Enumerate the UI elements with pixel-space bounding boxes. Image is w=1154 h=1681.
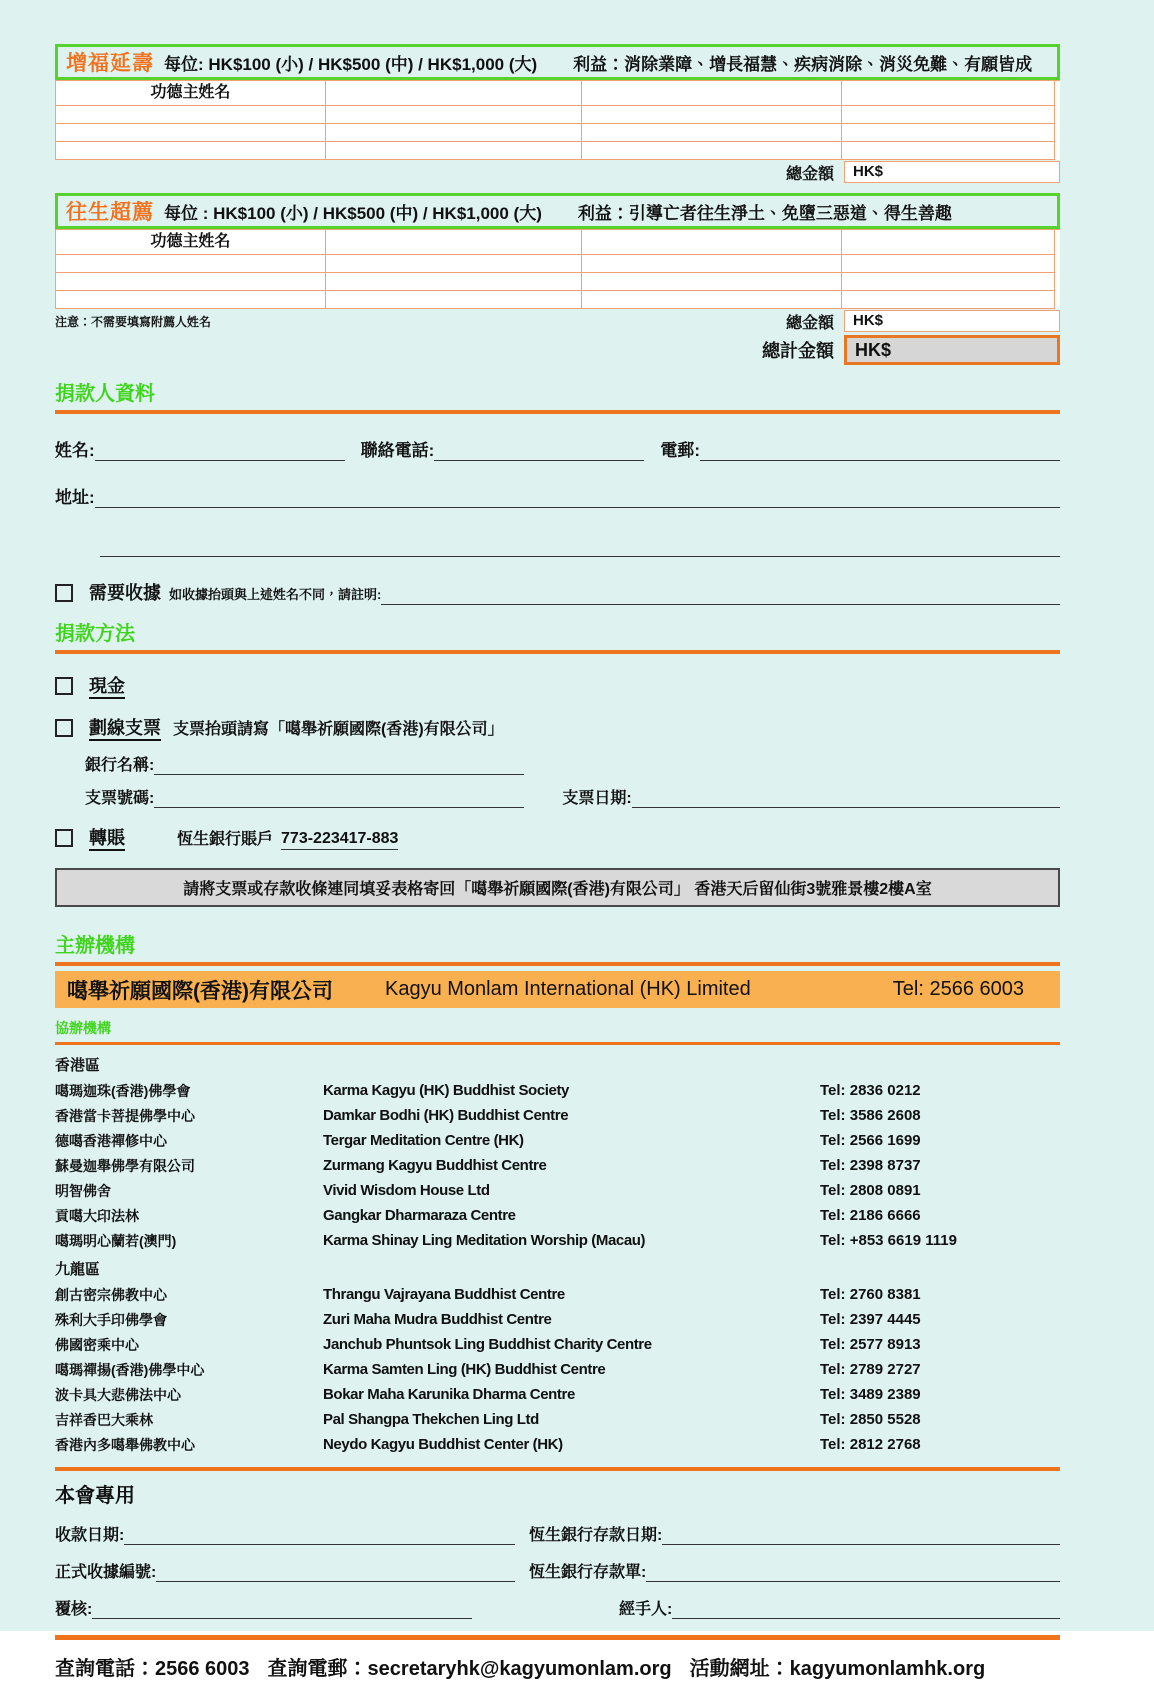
address-row-2 xyxy=(55,538,1060,557)
org-name-cn: 蘇曼迦舉佛學有限公司 xyxy=(55,1157,195,1174)
org-name-en: Damkar Bodhi (HK) Buddhist Centre xyxy=(323,1107,569,1124)
cheque-checkbox[interactable] xyxy=(55,719,73,737)
cheque-number-input[interactable] xyxy=(154,789,524,808)
donor-name-cell[interactable] xyxy=(842,230,1055,255)
donor-name-cell[interactable] xyxy=(842,124,1055,142)
office-use-heading: 本會專用 xyxy=(55,1485,135,1507)
divider xyxy=(55,1467,1060,1471)
donor-name-cell[interactable] xyxy=(582,255,842,273)
org-tel: Tel: 2566 1699 xyxy=(820,1132,921,1149)
org-tel: Tel: 2577 8913 xyxy=(820,1336,921,1353)
org-name-cn: 噶瑪明心蘭若(澳門) xyxy=(55,1232,177,1249)
office-left xyxy=(55,1596,515,1619)
deposit-slip-label: 恆生銀行存款單: xyxy=(529,1564,647,1581)
cheque-number-row xyxy=(85,785,1060,808)
transfer-row xyxy=(55,824,1060,850)
cash-label: 現金 xyxy=(89,676,125,696)
donor-name-column-header: 功德主姓名 xyxy=(56,81,326,106)
receive-date-input[interactable] xyxy=(124,1526,515,1545)
form-content xyxy=(55,0,1060,1681)
co-organizer-row xyxy=(55,1357,1060,1382)
donor-name-cell[interactable] xyxy=(842,273,1055,291)
deceased-benefit: 利益：引導亡者往生淨土、免墮三惡道、得生善趣 xyxy=(577,203,952,223)
deposit-date-input[interactable] xyxy=(662,1526,1060,1545)
donor-name-cell[interactable] xyxy=(56,255,326,273)
donor-name-cell[interactable] xyxy=(326,255,582,273)
org-name-cn: 殊利大手印佛學會 xyxy=(55,1311,167,1328)
co-organizer-row xyxy=(55,1078,1060,1103)
co-organizer-row xyxy=(55,1332,1060,1357)
divider xyxy=(55,1042,1060,1045)
org-name-en: Tergar Meditation Centre (HK) xyxy=(323,1132,524,1149)
bank-name-input[interactable] xyxy=(154,756,524,775)
receive-date-label: 收款日期: xyxy=(55,1527,125,1544)
donor-name-cell[interactable] xyxy=(326,291,582,309)
org-tel: Tel: 2789 2727 xyxy=(820,1361,921,1378)
organizer-heading: 主辦機構 xyxy=(55,935,135,957)
donor-name-cell[interactable] xyxy=(842,106,1055,124)
receipt-label: 需要收據 xyxy=(89,583,161,603)
org-name-cn: 創古密宗佛教中心 xyxy=(55,1286,167,1303)
org-name-en: Neydo Kagyu Buddhist Center (HK) xyxy=(323,1436,563,1453)
co-organizer-row xyxy=(55,1128,1060,1153)
cheque-number-label: 支票號碼: xyxy=(85,790,155,807)
receipt-note: 如收據抬頭與上述姓名不同，請註明: xyxy=(169,587,382,602)
org-tel: Tel: +853 6619 1119 xyxy=(820,1232,957,1249)
donor-name-cell[interactable] xyxy=(582,291,842,309)
bank-name-label: 銀行名稱: xyxy=(85,757,155,774)
blessing-total-amount-field[interactable]: HK$ xyxy=(844,161,1060,183)
payment-method-heading: 捐款方法 xyxy=(55,623,135,645)
office-right xyxy=(529,1596,1060,1619)
co-organizer-row xyxy=(55,1203,1060,1228)
org-name-en: Karma Samten Ling (HK) Buddhist Centre xyxy=(323,1361,606,1378)
review-input[interactable] xyxy=(92,1600,472,1619)
org-name-en: Karma Kagyu (HK) Buddhist Society xyxy=(323,1082,570,1099)
transfer-account-number: 773-223417-883 xyxy=(281,830,398,850)
office-right xyxy=(529,1522,1060,1545)
handler-label: 經手人: xyxy=(619,1601,673,1618)
name-input[interactable] xyxy=(95,442,345,461)
name-label: 姓名: xyxy=(55,441,95,460)
office-left xyxy=(55,1522,515,1545)
org-name-en: Janchub Phuntsok Ling Buddhist Charity Centre xyxy=(323,1336,652,1353)
office-right xyxy=(529,1559,1060,1582)
mailing-instruction-box: 請將支票或存款收條連同填妥表格寄回「噶舉祈願國際(香港)有限公司」 香港天后留仙街3號雅景樓2樓A室 xyxy=(55,868,1060,907)
grand-total-label: 總計金額 xyxy=(762,341,834,361)
phone-label: 聯絡電話: xyxy=(360,441,435,460)
transfer-bank: 恆生銀行賬户 xyxy=(177,831,274,848)
deceased-total-row xyxy=(55,309,1060,333)
blessing-section-header xyxy=(55,44,1060,80)
org-tel: Tel: 2836 0212 xyxy=(820,1082,921,1099)
grand-total-row xyxy=(55,335,1060,365)
org-name-en: Karma Shinay Ling Meditation Worship (Macau) xyxy=(323,1232,646,1249)
co-organizer-row xyxy=(55,1103,1060,1128)
receipt-row xyxy=(55,579,1060,605)
org-name-cn: 噶瑪迦珠(香港)佛學會 xyxy=(55,1082,191,1099)
blessing-price: 每位: HK$100 (小) / HK$500 (中) / HK$1,000 (大) xyxy=(164,54,538,74)
donor-name-cell[interactable] xyxy=(582,273,842,291)
address-input-line1[interactable] xyxy=(95,489,1060,508)
cheque-date-input[interactable] xyxy=(632,789,1060,808)
cheque-label: 劃線支票 xyxy=(89,718,161,738)
bank-name-row xyxy=(85,752,1060,775)
co-organizer-row xyxy=(55,1153,1060,1178)
org-name-cn: 吉祥香巴大乘林 xyxy=(55,1411,153,1428)
cheque-date-label: 支票日期: xyxy=(562,790,632,807)
donor-name-cell[interactable] xyxy=(326,81,582,106)
review-label: 覆核: xyxy=(55,1601,93,1618)
office-row-1 xyxy=(55,1522,1060,1545)
email-label: 電郵: xyxy=(660,441,701,460)
donor-contact-row xyxy=(55,436,1060,461)
divider xyxy=(55,962,1060,966)
donor-name-cell[interactable] xyxy=(842,81,1055,106)
co-organizer-row xyxy=(55,1407,1060,1432)
org-name-cn: 佛國密乘中心 xyxy=(55,1336,139,1353)
address-row xyxy=(55,483,1060,508)
co-organizer-row xyxy=(55,1178,1060,1203)
cheque-row xyxy=(55,714,1060,740)
co-organizer-row xyxy=(55,1282,1060,1307)
deceased-total-amount-field[interactable]: HK$ xyxy=(844,310,1060,332)
co-organizer-row xyxy=(55,1432,1060,1457)
transfer-label: 轉賬 xyxy=(89,828,125,848)
enquiry-phone: 查詢電話：2566 6003 xyxy=(55,1658,250,1680)
donor-name-cell[interactable] xyxy=(582,124,842,142)
org-tel: Tel: 2760 8381 xyxy=(820,1286,921,1303)
receipt-number-label: 正式收據編號: xyxy=(55,1564,157,1581)
blessing-title: 增福延壽 xyxy=(66,52,154,75)
org-name-cn: 香港內多噶舉佛教中心 xyxy=(55,1436,195,1453)
blessing-total-label: 總金額 xyxy=(785,165,834,183)
donor-name-cell[interactable] xyxy=(56,142,326,160)
org-name-en: Thrangu Vajrayana Buddhist Centre xyxy=(323,1286,565,1303)
deceased-name-table xyxy=(55,229,1060,309)
office-row-3 xyxy=(55,1596,1060,1619)
divider xyxy=(55,410,1060,414)
org-name-cn: 波卡具大悲佛法中心 xyxy=(55,1386,181,1403)
org-tel: Tel: 3489 2389 xyxy=(820,1386,921,1403)
org-name-cn: 貢噶大印法林 xyxy=(55,1207,139,1224)
org-tel: Tel: 3586 2608 xyxy=(820,1107,921,1124)
organizer-bar xyxy=(55,971,1060,1008)
org-tel: Tel: 2808 0891 xyxy=(820,1182,921,1199)
org-tel: Tel: 2186 6666 xyxy=(820,1207,921,1224)
grand-total-amount-field[interactable]: HK$ xyxy=(844,335,1060,365)
org-name-en: Gangkar Dharmaraza Centre xyxy=(323,1207,516,1224)
org-tel: Tel: 2398 8737 xyxy=(820,1157,921,1174)
org-name-en: Zurmang Kagyu Buddhist Centre xyxy=(323,1157,547,1174)
org-tel: Tel: 2850 5528 xyxy=(820,1411,921,1428)
blessing-total-row xyxy=(55,160,1060,184)
address-input-line2[interactable] xyxy=(100,538,1060,557)
donor-name-cell[interactable] xyxy=(326,106,582,124)
transfer-checkbox[interactable] xyxy=(55,829,73,847)
address-label: 地址: xyxy=(55,488,95,507)
deceased-note: 注意：不需要填寫附薦人姓名 xyxy=(55,314,212,329)
region-hk-header: 香港區 xyxy=(55,1057,101,1074)
office-row-2 xyxy=(55,1559,1060,1582)
co-organizer-row xyxy=(55,1382,1060,1407)
co-organizer-row xyxy=(55,1228,1060,1253)
donor-name-cell[interactable] xyxy=(842,142,1055,160)
donor-name-cell[interactable] xyxy=(326,273,582,291)
deceased-total-label: 總金額 xyxy=(785,314,834,332)
receipt-number-input[interactable] xyxy=(156,1563,515,1582)
org-tel: Tel: 2397 4445 xyxy=(820,1311,921,1328)
org-name-en: Bokar Maha Karunika Dharma Centre xyxy=(323,1386,575,1403)
organizer-tel: Tel: 2566 6003 xyxy=(892,978,1024,1000)
divider xyxy=(55,650,1060,654)
donor-name-cell[interactable] xyxy=(56,291,326,309)
donor-name-cell[interactable] xyxy=(326,230,582,255)
region-kln-header: 九龍區 xyxy=(55,1261,101,1278)
office-left xyxy=(55,1559,515,1582)
donor-name-cell[interactable] xyxy=(326,124,582,142)
org-name-cn: 德噶香港禪修中心 xyxy=(55,1132,167,1149)
co-organizer-row xyxy=(55,1307,1060,1332)
donor-name-cell[interactable] xyxy=(582,81,842,106)
donor-info-heading: 捐款人資料 xyxy=(55,383,155,405)
organizer-name-en: Kagyu Monlam International (HK) Limited xyxy=(385,978,751,1000)
donor-name-column-header: 功德主姓名 xyxy=(56,230,326,255)
donor-name-cell[interactable] xyxy=(582,230,842,255)
divider xyxy=(55,1635,1060,1640)
footer-contact-line xyxy=(55,1652,1060,1681)
org-name-en: Vivid Wisdom House Ltd xyxy=(323,1182,490,1199)
donor-name-cell[interactable] xyxy=(582,106,842,124)
blessing-benefit: 利益：消除業障、增長福慧、疾病消除、消災免難、有願皆成 xyxy=(573,54,1033,74)
donor-name-cell[interactable] xyxy=(582,142,842,160)
org-name-en: Pal Shangpa Thekchen Ling Ltd xyxy=(323,1411,539,1428)
donor-name-cell[interactable] xyxy=(842,255,1055,273)
org-name-cn: 噶瑪禪揚(香港)佛學中心 xyxy=(55,1361,205,1378)
blessing-name-table xyxy=(55,80,1060,160)
receipt-payee-input[interactable] xyxy=(381,586,1060,605)
deposit-date-label: 恆生銀行存款日期: xyxy=(529,1527,663,1544)
event-website: 活動網址：kagyumonlamhk.org xyxy=(689,1658,986,1680)
donor-name-cell[interactable] xyxy=(842,291,1055,309)
organizer-name-cn: 噶舉祈願國際(香港)有限公司 xyxy=(67,979,333,1003)
receipt-checkbox[interactable] xyxy=(55,584,73,602)
email-input[interactable] xyxy=(700,442,1060,461)
deceased-section-header xyxy=(55,193,1060,229)
deceased-price: 每位 : HK$100 (小) / HK$500 (中) / HK$1,000 (大) xyxy=(164,203,542,223)
org-name-en: Zuri Maha Mudra Buddhist Centre xyxy=(323,1311,552,1328)
cash-checkbox[interactable] xyxy=(55,677,73,695)
org-tel: Tel: 2812 2768 xyxy=(820,1436,921,1453)
donor-name-cell[interactable] xyxy=(56,273,326,291)
cash-row xyxy=(55,672,1060,698)
donor-name-cell[interactable] xyxy=(56,124,326,142)
cheque-payee-note: 支票抬頭請寫「噶舉祈願國際(香港)有限公司」 xyxy=(173,721,504,738)
donor-name-cell[interactable] xyxy=(56,106,326,124)
co-organizer-heading: 協辦機構 xyxy=(55,1020,111,1036)
phone-input[interactable] xyxy=(434,442,644,461)
deceased-title: 往生超薦 xyxy=(66,201,154,224)
deposit-slip-input[interactable] xyxy=(646,1563,1060,1582)
enquiry-email: 查詢電郵：secretaryhk@kagyumonlam.org xyxy=(267,1658,672,1680)
handler-input[interactable] xyxy=(672,1600,1060,1619)
org-name-cn: 香港當卡菩提佛學中心 xyxy=(55,1107,195,1124)
org-name-cn: 明智佛舍 xyxy=(55,1182,111,1199)
donor-name-cell[interactable] xyxy=(326,142,582,160)
